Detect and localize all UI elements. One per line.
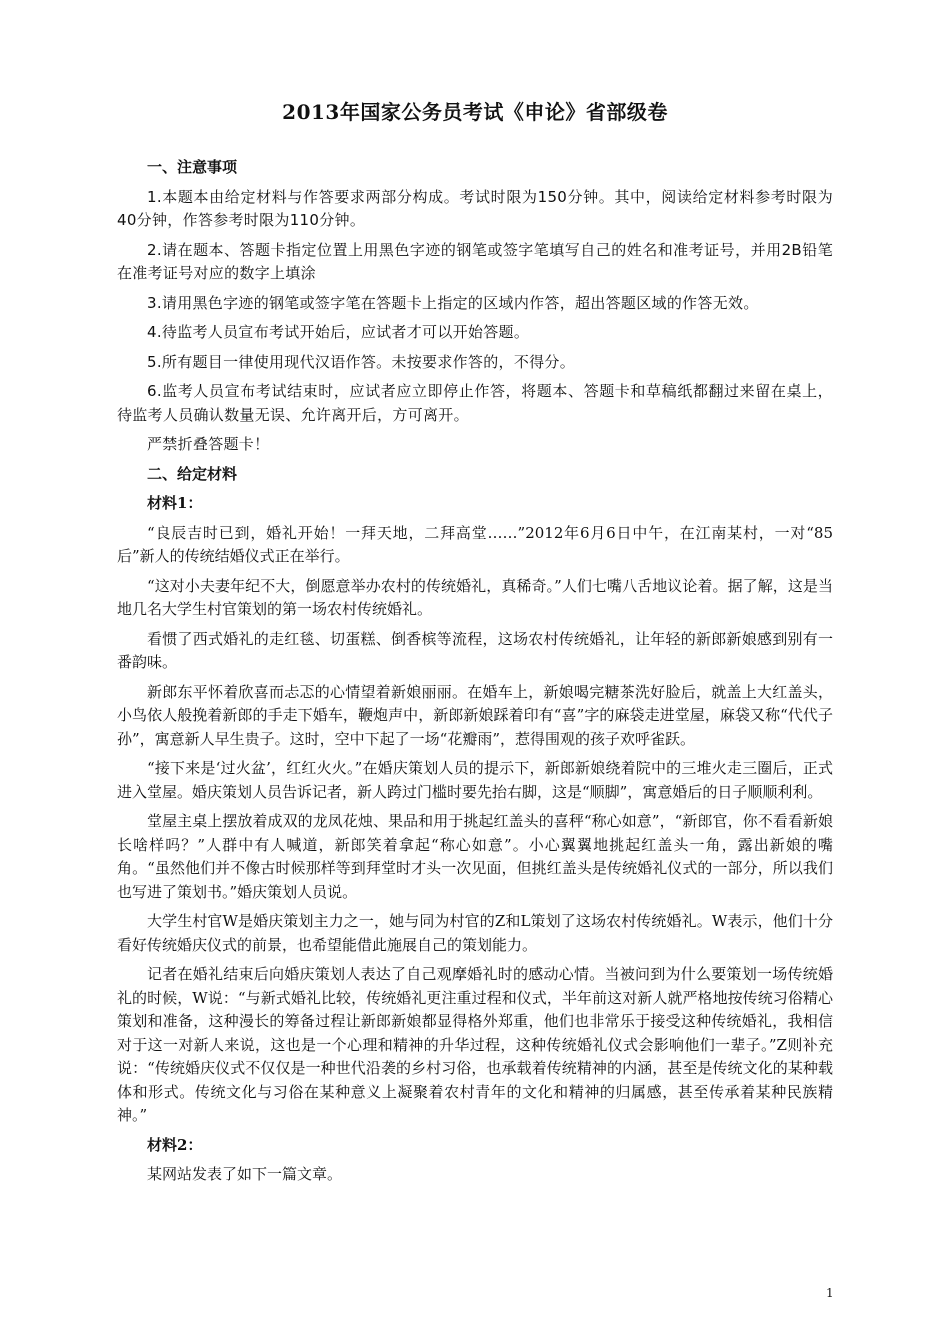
material-2-label: 材料2： (147, 1135, 203, 1154)
notice-item: 2.请在题本、答题卡指定位置上用黑色字迹的钢笔或签字笔填写自己的姓名和准考证号，并用2B铅笔在准考证号对应的数字上填涂 (117, 240, 833, 282)
notice-item: 4.待监考人员宣布考试开始后，应试者才可以开始答题。 (147, 323, 530, 341)
material-paragraph: 大学生村官W是婚庆策划主力之一，她与同为村官的Z和L策划了这场农村传统婚礼。W表示，他们十分看好传统婚庆仪式的前景，也希望能借此施展自己的策划能力。 (117, 912, 833, 954)
section-heading-notes: 一、注意事项 (147, 158, 238, 176)
notice-item: 3.请用黑色字迹的钢笔或签字笔在答题卡上指定的区域内作答，超出答题区域的作答无效。 (147, 293, 759, 312)
document-body (117, 156, 833, 1193)
material-paragraph: 某网站发表了如下一篇文章。 (147, 1165, 343, 1183)
material-paragraph: 堂屋主桌上摆放着成双的龙凤花烛、果品和用于挑起红盖头的喜秤“称心如意”，“新郎官，你不看看新娘长啥样吗？”人群中有人喊道，新郎笑着拿起“称心如意”。小心翼翼地挑起红盖头一角，露出新娘的嘴角。“虽然他们并不像古时候那样等到拜堂时才头一次见面，但挑红盖头是传统婚礼仪式的一部分，所以我们也写进了策划书。”婚庆策划人员说。 (117, 812, 833, 901)
material-1-label: 材料1： (147, 494, 203, 512)
material-paragraph: 新郎东平怀着欣喜而忐忑的心情望着新娘丽丽。在婚车上，新娘喝完糖茶洗好脸后，就盖上大红盖头，小鸟依人般挽着新郎的手走下婚车，鞭炮声中，新郎新娘踩着印有“喜”字的麻袋走进堂屋，麻袋又称“代代子孙”，寓意新人早生贵子。这时，空中下起了一场“花瓣雨”，惹得围观的孩子欢呼雀跃。 (117, 682, 833, 748)
notice-item: 1.本题本由给定材料与作答要求两部分构成。考试时限为150分钟。其中，阅读给定材料参考时限为40分钟，作答参考时限为110分钟。 (117, 187, 833, 229)
section-heading-materials: 二、给定材料 (147, 464, 238, 483)
material-paragraph: 看惯了西式婚礼的走红毯、切蛋糕、倒香槟等流程，这场农村传统婚礼，让年轻的新郎新娘感到别有一番韵味。 (117, 629, 833, 671)
material-paragraph: “良辰吉时已到，婚礼开始！一拜天地，二拜高堂……”2012年6月6日中午，在江南某村，一对“85后”新人的传统结婚仪式正在举行。 (117, 523, 833, 565)
document-title: 2013年国家公务员考试《申论》省部级卷 (282, 100, 668, 124)
material-paragraph: 记者在婚礼结束后向婚庆策划人表达了自己观摩婚礼时的感动心情。当被问到为什么要策划一场传统婚礼的时候，W说：“与新式婚礼比较，传统婚礼更注重过程和仪式，半年前这对新人就严格地按传统习俗精心策划和准备，这种漫长的筹备过程让新郎新娘都显得格外郑重，他们也非常乐于接受这种传统婚礼，我相信对于这一对新人来说，这也是一个心理和精神的升华过程，这种传统婚礼仪式会影响他们一辈子。”Z则补充说：“传统婚庆仪式不仅仅是一种世代沿袭的乡村习俗，也承载着传统精神的内涵，甚至是传统文化的某种载体和形式。传统文化与习俗在某种意义上凝聚着农村青年的文化和精神的归属感，甚至传承着某种民族精神。” (117, 965, 833, 1124)
warning-text: 严禁折叠答题卡！ (147, 435, 270, 453)
notice-item: 6.监考人员宣布考试结束时，应试者应立即停止作答，将题本、答题卡和草稿纸都翻过来留在桌上，待监考人员确认数量无误、允许离开后，方可离开。 (117, 382, 833, 424)
material-paragraph: “接下来是‘过火盆’，红红火火。”在婚庆策划人员的提示下，新郎新娘绕着院中的三堆火走三圈后，正式进入堂屋。婚庆策划人员告诉记者，新人跨过门槛时要先抬右脚，这是“顺脚”，寓意婚后的日子顺顺利利。 (117, 759, 833, 801)
page-number: 1 (826, 1286, 834, 1300)
material-paragraph: “这对小夫妻年纪不大，倒愿意举办农村的传统婚礼，真稀奇。”人们七嘴八舌地议论着。据了解，这是当地几名大学生村官策划的第一场农村传统婚礼。 (117, 576, 833, 618)
notice-item: 5.所有题目一律使用现代汉语作答。未按要求作答的，不得分。 (147, 352, 576, 371)
